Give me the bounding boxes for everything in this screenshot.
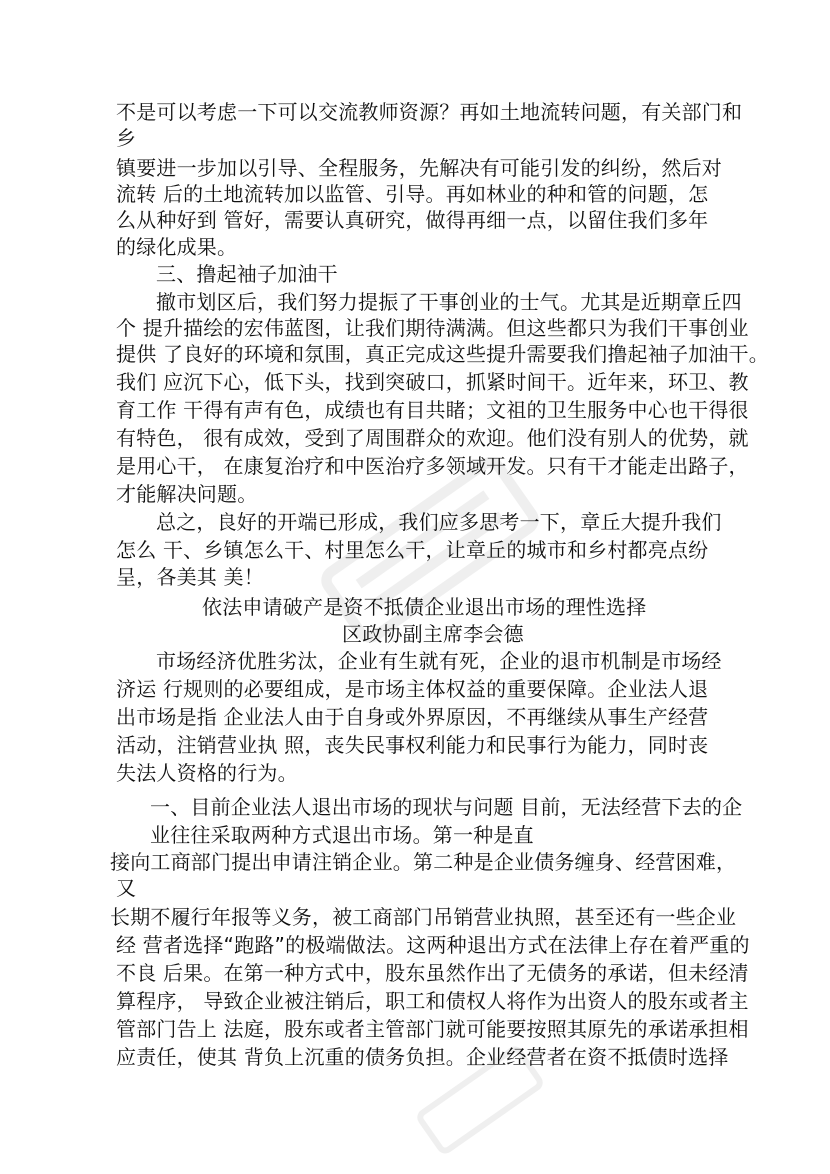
text-line: 不是可以考虑一下可以交流教师资源？再如土地流转问题，有关部门和 [116, 100, 743, 124]
text-line: 育工作 干得有声有色，成绩也有目共睹；文祖的卫生服务中心也干得很 [116, 398, 749, 422]
text-line: 活动，注销营业执 照，丧失民事权利能力和民事行为能力，同时丧 [116, 733, 709, 757]
text-line: 失法人资格的行为。 [116, 761, 298, 785]
text-line: 撤市划区后，我们努力提振了干事创业的士气。尤其是近期章丘四 [156, 290, 742, 314]
text-line: 业往往采取两种方式退出市场。第一种是直 [150, 823, 534, 847]
text-line: 怎么 干、乡镇怎么干、村里怎么干，让章丘的城市和乡村都亮点纷 [116, 538, 709, 562]
section-heading: 三、撸起袖子加油干 [156, 262, 338, 286]
text-line: 出市场是指 企业法人由于自身或外界原因，不再继续从事生产经营 [116, 705, 709, 729]
text-line: 是用心干， 在康复治疗和中医治疗多领域开发。只有干才能走出路子， [116, 454, 749, 478]
text-line: 的绿化成果。 [116, 235, 238, 259]
text-line: 经 营者选择“跑路”的极端做法。这两种退出方式在法律上存在着严重的 [116, 933, 750, 957]
text-line: 么从种好到 管好，需要认真研究，做得再细一点，以留住我们多年 [116, 208, 709, 232]
text-line: 又 [116, 876, 137, 900]
text-line: 我们 应沉下心，低下头，找到突破口，抓紧时间干。近年来，环卫、教 [116, 370, 749, 394]
text-line: 接向工商部门提出申请注销企业。第二种是企业债务缠身、经营困难， [110, 850, 737, 874]
text-line: 才能解决问题。 [116, 482, 258, 506]
text-line: 镇要进一步加以引导、全程服务，先解决有可能引发的纠纷，然后对 [116, 156, 722, 180]
text-line: 不良 后果。在第一种方式中，股东虽然作出了无债务的承诺，但未经清 [116, 961, 749, 985]
text-line: 总之，良好的开端已形成，我们应多思考一下，章丘大提升我们 [156, 510, 722, 534]
article-author: 区政协副主席李会德 [342, 622, 524, 646]
text-line: 个 提升描绘的宏伟蓝图，让我们期待满满。但这些都只为我们干事创业 [116, 316, 749, 340]
text-line: 济运 行规则的必要组成，是市场主体权益的重要保障。企业法人退 [116, 677, 709, 701]
text-line: 长期不履行年报等义务，被工商部门吊销营业执照，甚至还有一些企业 [110, 905, 737, 929]
text-line: 提供 了良好的环境和氛围，真正完成这些提升需要我们撸起袖子加油干。 [116, 342, 769, 366]
section-heading: 一、目前企业法人退出市场的现状与问题 目前，无法经营下去的企 [150, 795, 743, 819]
text-line: 算程序， 导致企业被注销后，职工和债权人将作为出资人的股东或者主 [116, 989, 749, 1013]
text-line: 管部门告上 法庭，股东或者主管部门就可能要按照其原先的承诺承担相 [116, 1017, 749, 1041]
text-line: 市场经济优胜劣汰，企业有生就有死，企业的退市机制是市场经 [156, 649, 722, 673]
text-line: 呈，各美其 美！ [116, 565, 264, 589]
text-line: 流转 后的土地流转加以监管、引导。再如林业的种和管的问题，怎 [116, 182, 709, 206]
text-line: 有特色， 很有成效，受到了周围群众的欢迎。他们没有别人的优势，就 [116, 426, 749, 450]
text-line: 乡 [116, 126, 137, 150]
text-line: 应责任，使其 背负上沉重的债务负担。企业经营者在资不抵债时选择 [116, 1045, 729, 1069]
article-title: 依法申请破产是资不抵债企业退出市场的理性选择 [202, 595, 647, 619]
